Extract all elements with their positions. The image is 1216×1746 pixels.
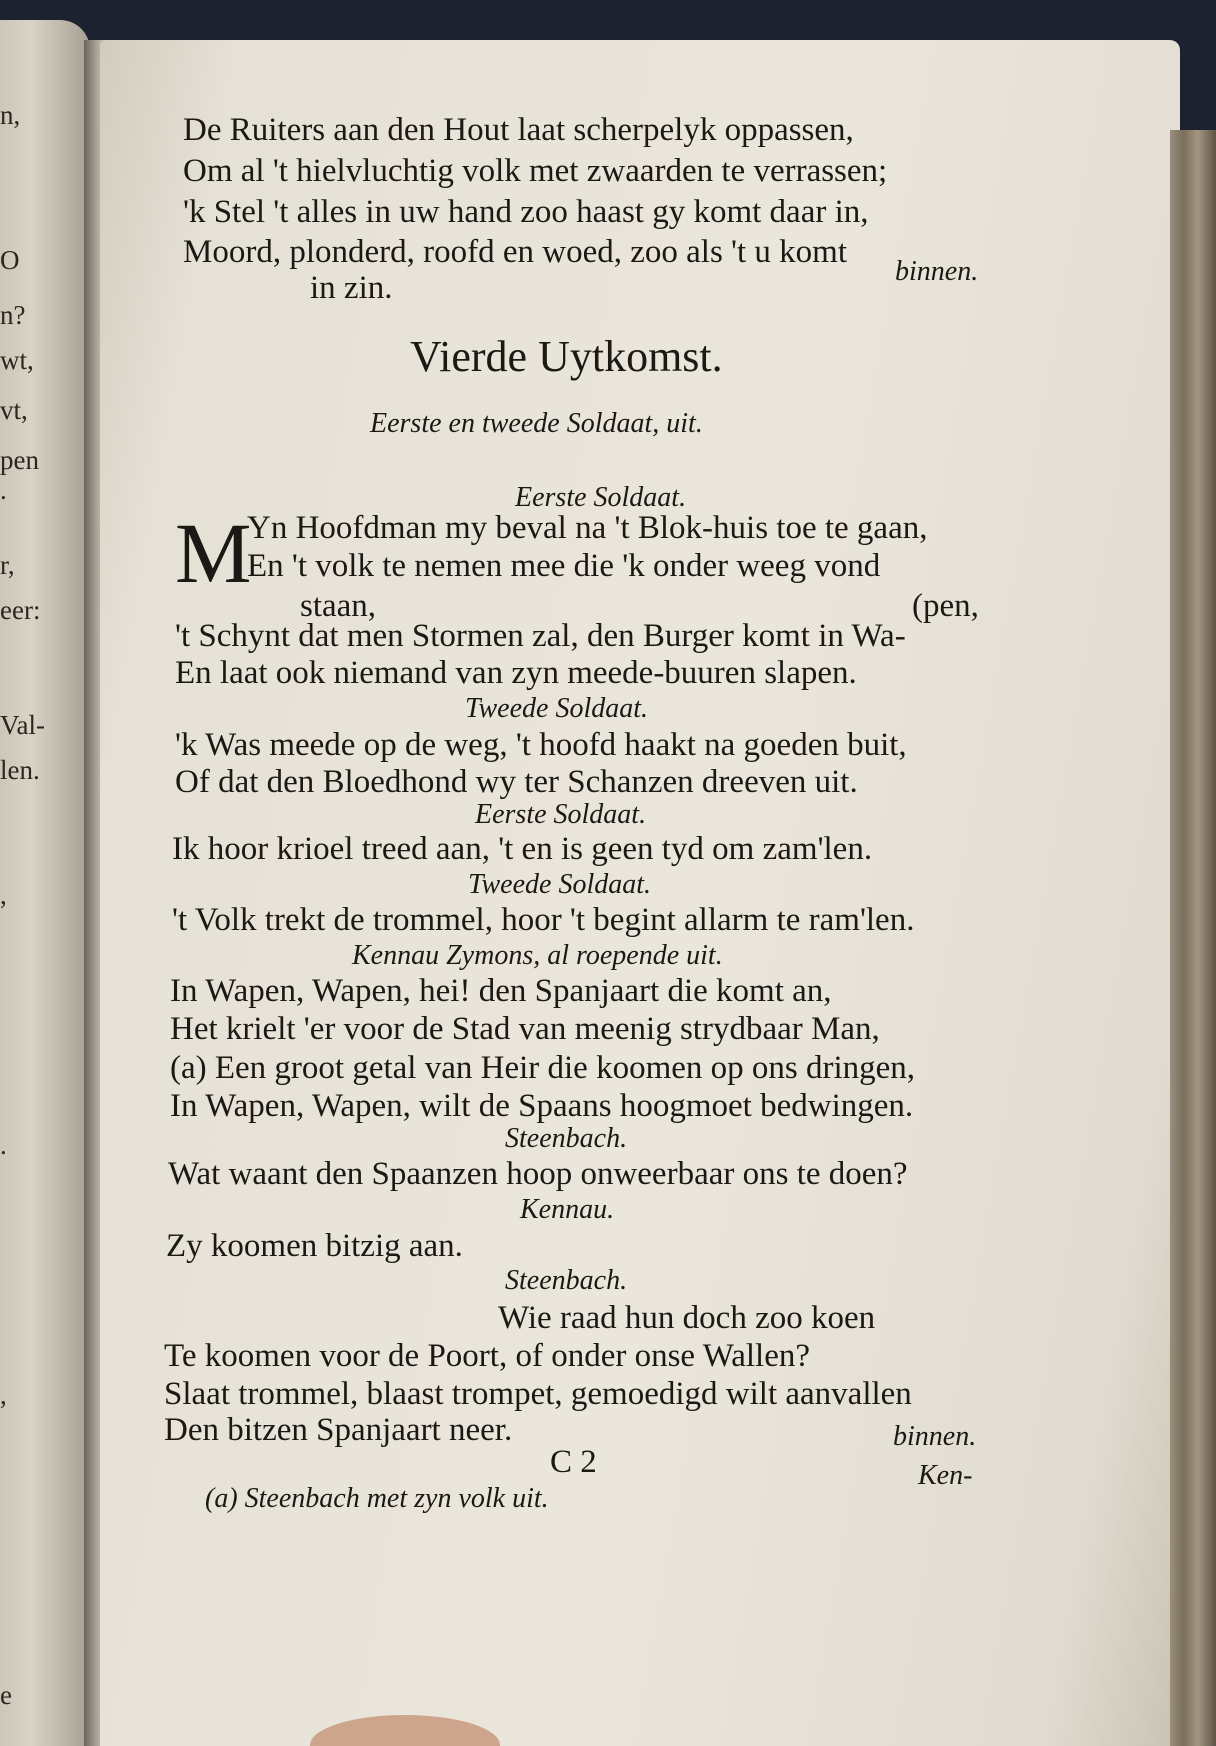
- speech-line: 't Schynt dat men Stormen zal, den Burger komt in Wa-: [175, 618, 906, 654]
- left-page-fragment: pen: [0, 445, 39, 475]
- left-page-fragment: .: [0, 475, 7, 505]
- speech-line: (pen,: [912, 588, 979, 624]
- left-page-fragment: Val-: [0, 710, 45, 740]
- left-page-fragment: ,: [0, 1380, 7, 1410]
- left-page-fragment: e: [0, 1680, 12, 1710]
- speech-line: Yn Hoofdman my beval na 't Blok-huis toe te gaan,: [247, 510, 928, 546]
- speech-line: Slaat trommel, blaast trompet, gemoedigd wilt aanvallen: [164, 1376, 912, 1412]
- left-page-fragment: r,: [0, 550, 15, 580]
- speech-line: En 't volk te nemen mee die 'k onder weeg vond: [247, 548, 881, 584]
- left-page-fragment: vt,: [0, 395, 28, 425]
- speech-line: In Wapen, Wapen, hei! den Spanjaart die komt an,: [170, 973, 832, 1009]
- left-page-fragment: wt,: [0, 345, 34, 375]
- catchword: Ken-: [918, 1460, 973, 1491]
- speaker-name: Eerste Soldaat.: [475, 799, 647, 830]
- speech-line: Wie raad hun doch zoo koen: [498, 1300, 876, 1336]
- speaker-name: Kennau.: [520, 1194, 615, 1225]
- speaker-name: Steenbach.: [505, 1123, 628, 1154]
- verse-line: Om al 't hielvluchtig volk met zwaarden te verrassen;: [183, 153, 888, 189]
- left-page-fragment: ,: [0, 880, 7, 910]
- speaker-name: Tweede Soldaat.: [468, 869, 652, 900]
- speech-line: Den bitzen Spanjaart neer.: [164, 1412, 513, 1448]
- section-title: Vierde Uytkomst.: [410, 332, 723, 381]
- speech-line: Het krielt 'er voor de Stad van meenig strydbaar Man,: [170, 1011, 880, 1047]
- exit-cue: binnen.: [893, 1421, 977, 1452]
- speech-line: (a) Een groot getal van Heir die koomen op ons dringen,: [170, 1050, 916, 1086]
- speaker-name: Steenbach.: [505, 1265, 628, 1296]
- speech-line: Zy koomen bitzig aan.: [166, 1228, 463, 1264]
- speech-line: Ik hoor krioel treed aan, 't en is geen tyd om zam'len.: [172, 831, 873, 867]
- left-page-fragment: .: [0, 1130, 7, 1160]
- speech-line: In Wapen, Wapen, wilt de Spaans hoogmoet bedwingen.: [170, 1088, 914, 1124]
- speaker-name: Tweede Soldaat.: [465, 693, 649, 724]
- speech-line: Te koomen voor de Poort, of onder onse Wallen?: [164, 1338, 811, 1374]
- exit-cue: binnen.: [895, 256, 979, 287]
- left-page-fragment: n,: [0, 100, 21, 130]
- stage-direction: Eerste en tweede Soldaat, uit.: [370, 408, 703, 439]
- speech-line: Wat waant den Spaanzen hoop onweerbaar ons te doen?: [168, 1156, 908, 1192]
- stage-direction: Kennau Zymons, al roepende uit.: [352, 940, 723, 971]
- speech-line: 't Volk trekt de trommel, hoor 't begint allarm te ram'len.: [172, 902, 915, 938]
- speech-line: En laat ook niemand van zyn meede-buuren slapen.: [175, 655, 857, 691]
- drop-cap: M: [175, 505, 252, 601]
- left-page-fragment: eer:: [0, 595, 41, 625]
- verse-line: Moord, plonderd, roofd en woed, zoo als 't u komt: [183, 234, 847, 270]
- speech-line: staan,: [300, 588, 377, 624]
- verse-line: in zin.: [310, 270, 393, 306]
- left-page-fragment: len.: [0, 755, 40, 785]
- left-page-fragment: n?: [0, 300, 26, 330]
- signature-mark: C 2: [550, 1444, 597, 1480]
- verse-line: De Ruiters aan den Hout laat scherpelyk oppassen,: [183, 112, 854, 148]
- footnote: (a) Steenbach met zyn volk uit.: [205, 1483, 549, 1514]
- speech-line: Of dat den Bloedhond wy ter Schanzen dreeven uit.: [175, 764, 858, 800]
- speech-line: 'k Was meede op de weg, 't hoofd haakt na goeden buit,: [175, 727, 907, 763]
- verse-line: 'k Stel 't alles in uw hand zoo haast gy komt daar in,: [183, 194, 869, 230]
- left-page-fragment: O: [0, 245, 20, 275]
- speaker-name: Eerste Soldaat.: [515, 482, 687, 513]
